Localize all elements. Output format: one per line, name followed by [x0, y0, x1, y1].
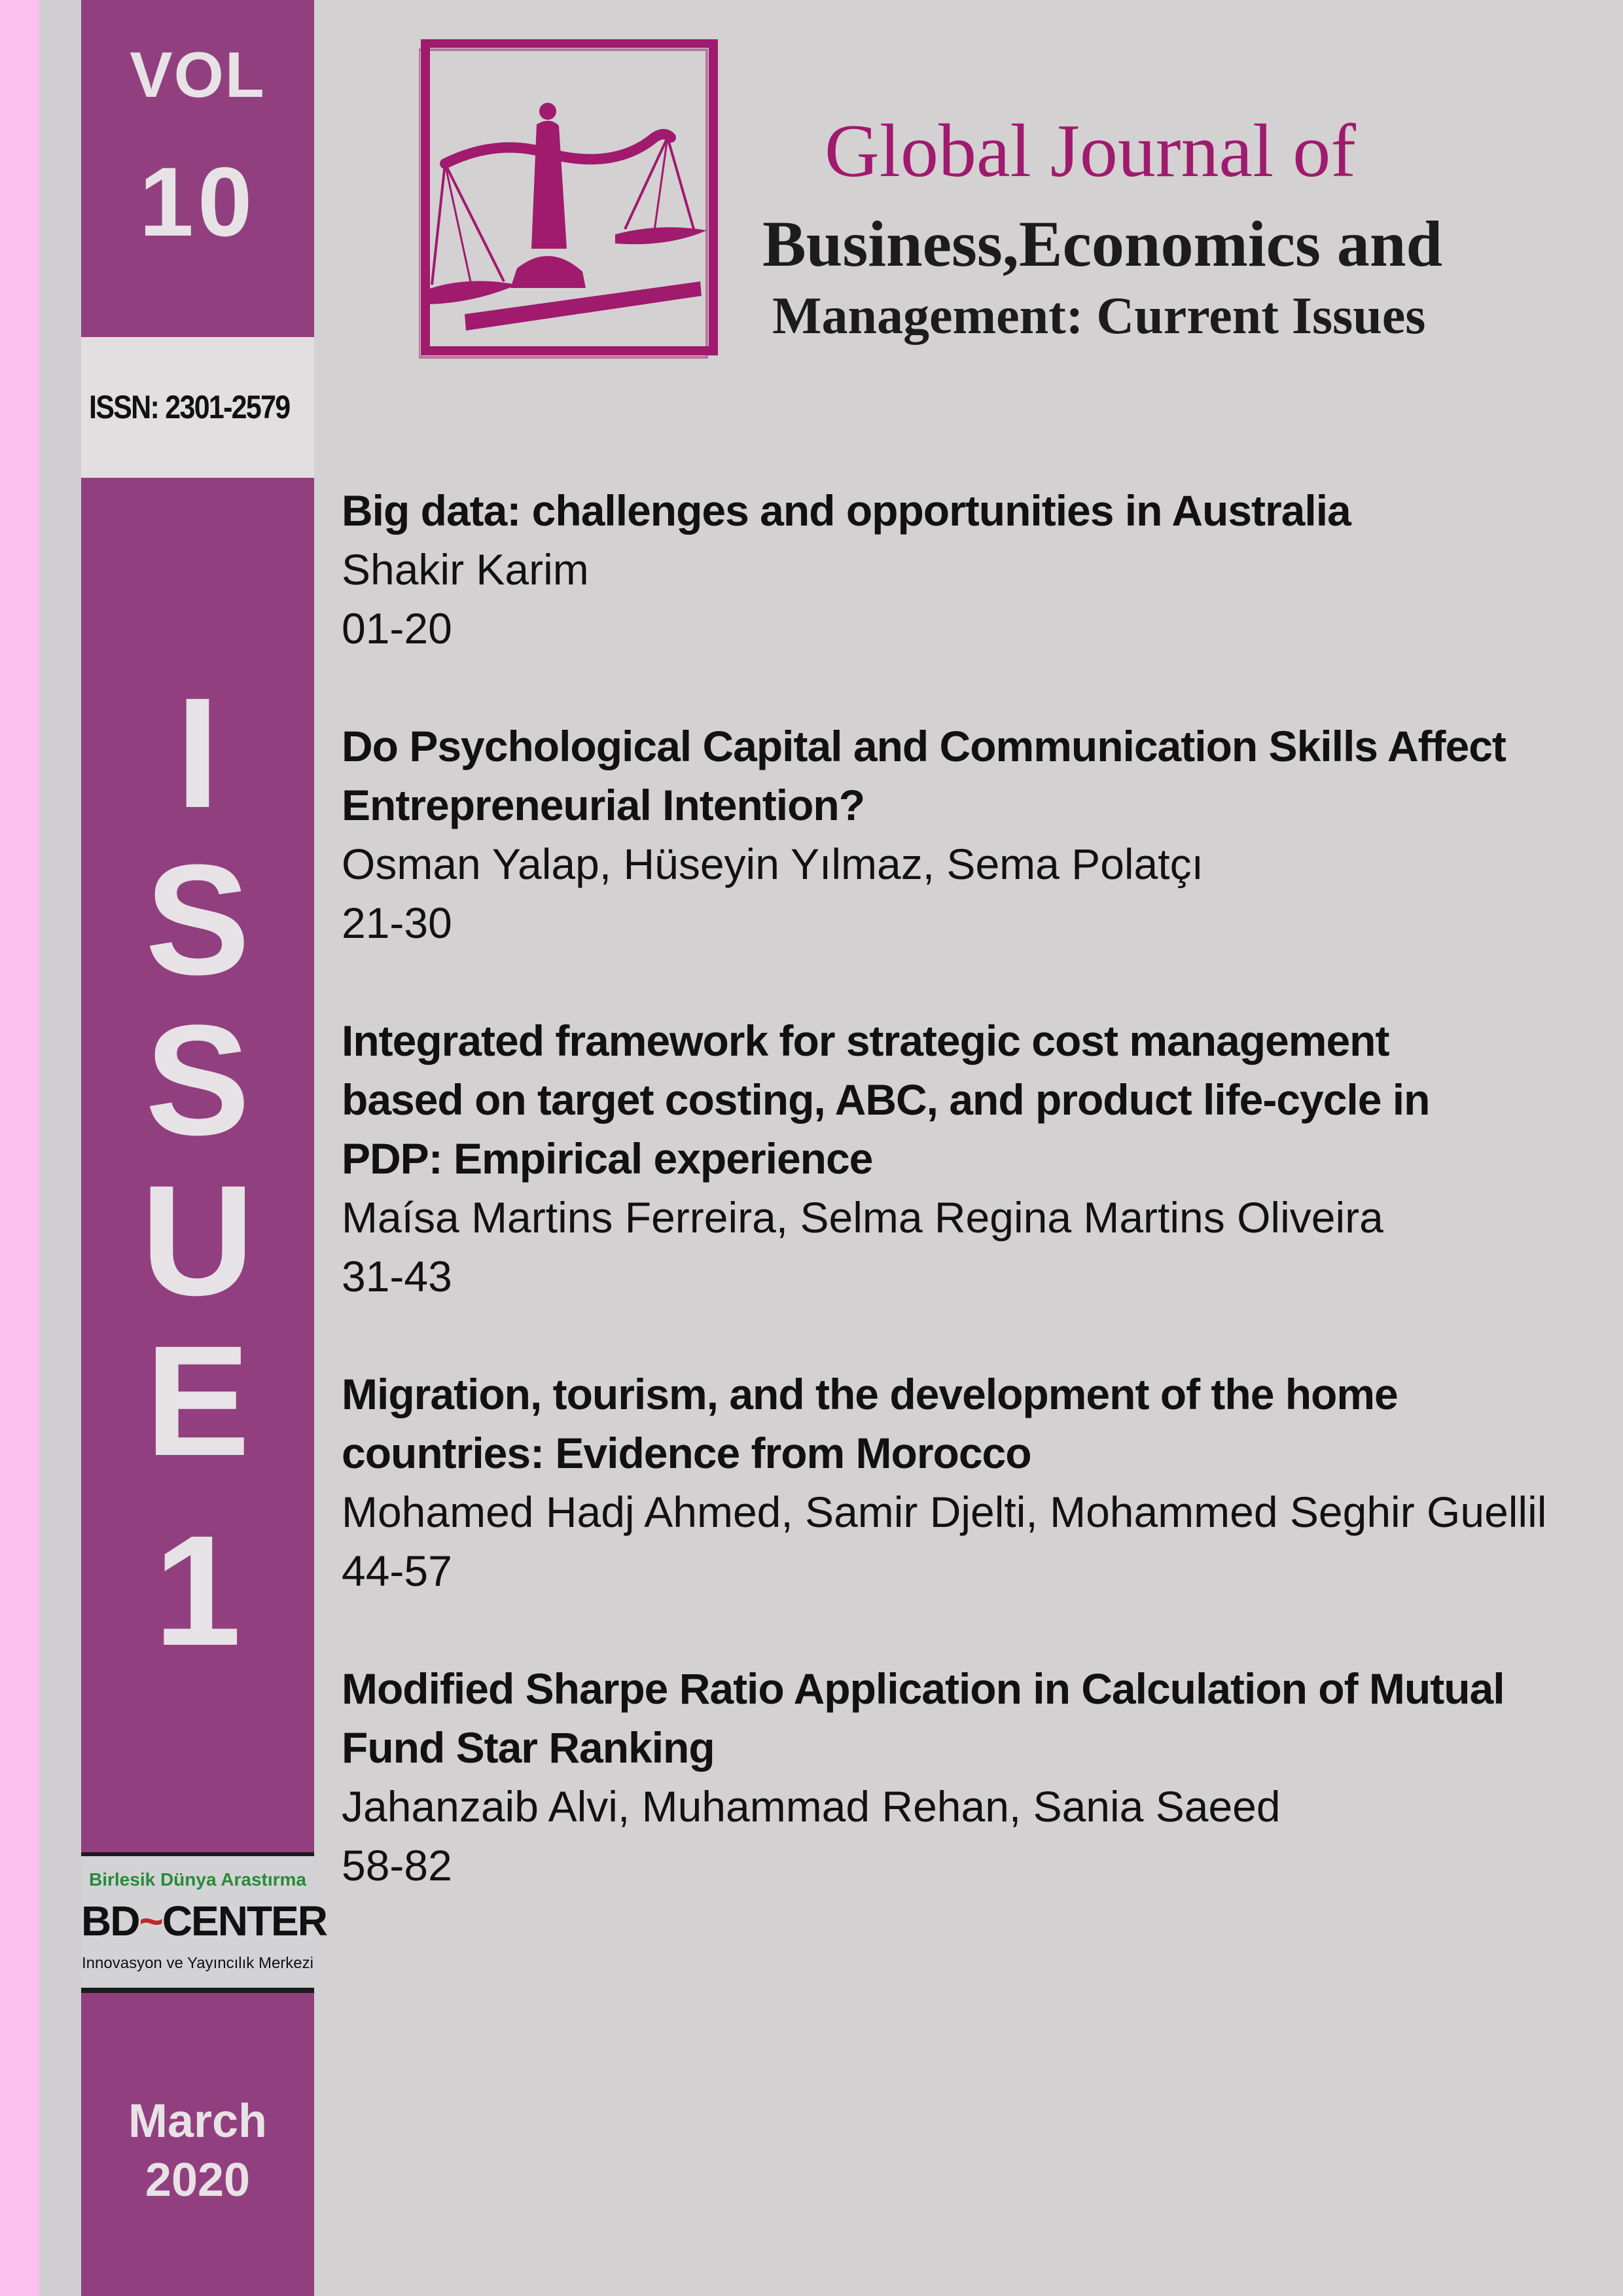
swirl-icon: ~: [139, 1897, 162, 1945]
publisher-logo-bottom-text: Innovasyon ve Yayıncılık Merkezi: [82, 1954, 313, 1972]
article-pages: 44-57: [342, 1547, 452, 1595]
publisher-logo-wordmark: [81, 1897, 327, 1945]
article-authors: Osman Yalap, Hüseyin Yılmaz, Sema Polatçı: [342, 840, 1204, 888]
volume-panel: [81, 0, 314, 337]
article-3: [342, 1011, 1618, 1306]
article-title: Do Psychological Capital and Communication Skills Affect: [342, 722, 1506, 770]
publisher-logo-bd: BD: [81, 1897, 139, 1945]
scales-of-justice-icon: [419, 39, 720, 360]
issn-text: ISSN: 2301-2579: [89, 389, 290, 425]
left-edge-strip: [0, 0, 39, 2296]
article-pages: 21-30: [342, 899, 452, 947]
publisher-logo-top-text: Birlesik Dünya Arastırma: [89, 1869, 306, 1890]
article-2: [342, 717, 1618, 952]
article-pages: 31-43: [342, 1252, 452, 1300]
article-pages: 01-20: [342, 604, 452, 653]
journal-title-line-1: Global Journal of: [825, 109, 1356, 193]
issn-panel: [81, 337, 314, 478]
article-authors: Jahanzaib Alvi, Muhammad Rehan, Sania Saeed: [342, 1782, 1281, 1831]
publisher-logo: [81, 1852, 327, 1993]
table-of-contents: [342, 481, 1618, 1895]
issue-letter-s1: S: [145, 832, 251, 1007]
article-authors: Mohamed Hadj Ahmed, Samir Djelti, Mohammed Seghir Guellil: [342, 1488, 1547, 1536]
issue-panel: [81, 478, 314, 1852]
article-title: Integrated framework for strategic cost management: [342, 1016, 1389, 1065]
article-5: [342, 1659, 1618, 1895]
issue-letter-i: I: [175, 665, 220, 840]
article-title: Big data: challenges and opportunities in Australia: [342, 486, 1351, 535]
date-panel: [81, 1993, 314, 2296]
article-1: [342, 481, 1618, 658]
journal-title-line-3: Management: Current Issues: [772, 287, 1426, 345]
article-title: Entrepreneurial Intention?: [342, 781, 865, 829]
volume-number: 10: [139, 147, 257, 257]
volume-label: VOL: [130, 39, 266, 111]
article-authors: Shakir Karim: [342, 545, 589, 594]
article-title: Modified Sharpe Ratio Application in Calculation of Mutual: [342, 1664, 1505, 1713]
issue-letter-e: E: [145, 1313, 251, 1488]
issue-letter-s2: S: [145, 992, 251, 1168]
article-title: countries: Evidence from Morocco: [342, 1429, 1031, 1477]
article-authors: Maísa Martins Ferreira, Selma Regina Martins Oliveira: [342, 1193, 1383, 1242]
issue-letter-u: U: [141, 1153, 255, 1328]
article-pages: 58-82: [342, 1841, 452, 1890]
left-margin-strip: [39, 0, 81, 2296]
article-title: Fund Star Ranking: [342, 1723, 715, 1772]
issue-month: March: [128, 2095, 268, 2147]
issue-year: 2020: [145, 2154, 251, 2206]
article-title: PDP: Empirical experience: [342, 1134, 873, 1183]
issue-number: 1: [154, 1503, 241, 1678]
article-4: [342, 1365, 1618, 1600]
journal-title-line-2: Business,Economics and: [762, 207, 1443, 280]
article-title: Migration, tourism, and the development of the home: [342, 1370, 1398, 1418]
publisher-logo-center: CENTER: [162, 1897, 327, 1945]
article-title: based on target costing, ABC, and product life-cycle in: [342, 1075, 1430, 1124]
